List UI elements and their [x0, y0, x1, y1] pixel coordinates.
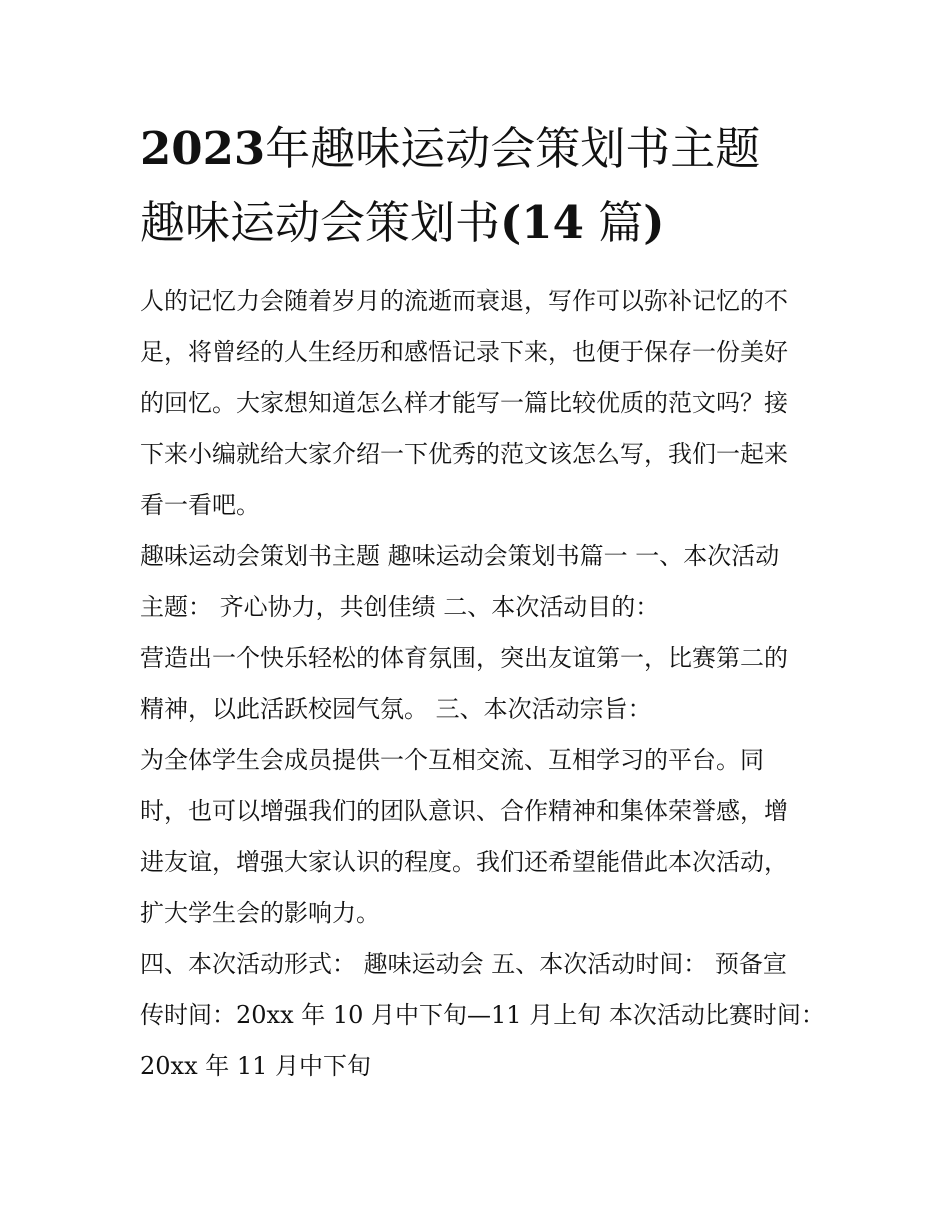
paragraph-line: 扩大学生会的影响力。	[140, 899, 380, 927]
paragraph-aim	[140, 735, 820, 939]
document-body	[140, 276, 825, 1092]
paragraph-line: 为全体学生会成员提供一个互相交流、互相学习的平台。同	[140, 746, 764, 774]
paragraph-purpose	[140, 633, 820, 735]
title-line-1	[140, 112, 820, 186]
paragraph-line: 时，也可以增强我们的团队意识、合作精神和集体荣誉感，增	[140, 797, 788, 825]
title-line-2-text: 趣味运动会策划书	[140, 196, 501, 249]
paragraph-line: 精神，以此活跃校园气氛。 三、本次活动宗旨：	[140, 695, 652, 723]
paragraph-intro	[140, 276, 820, 531]
paragraph-line: 传时间：20xx 年 10 月中下旬—11 月上旬 本次活动比赛时间：	[140, 1001, 825, 1029]
paragraph-line: 进友谊，增强大家认识的程度。我们还希望能借此本次活动，	[140, 848, 788, 876]
title-count-open: (14	[500, 196, 584, 249]
paragraph-line: 看一看吧。	[140, 491, 260, 519]
title-count-unit: 篇	[598, 196, 644, 249]
title-year: 2023	[140, 122, 266, 175]
paragraph-line: 的回忆。大家想知道怎么样才能写一篇比较优质的范文吗？接	[140, 389, 788, 417]
title-line-1-text: 年趣味运动会策划书主题	[265, 122, 761, 175]
paragraph-line: 四、本次活动形式： 趣味运动会 五、本次活动时间： 预备宣	[140, 950, 787, 978]
paragraph-line: 营造出一个快乐轻松的体育氛围，突出友谊第一，比赛第二的	[140, 644, 788, 672]
paragraph-line: 20xx 年 11 月中下旬	[140, 1052, 372, 1080]
document-title	[140, 112, 820, 260]
paragraph-form-time	[140, 939, 825, 1092]
paragraph-line: 人的记忆力会随着岁月的流逝而衰退，写作可以弥补记忆的不	[140, 287, 788, 315]
paragraph-theme	[140, 531, 820, 633]
paragraph-line: 主题： 齐心协力，共创佳绩 二、本次活动目的：	[140, 593, 660, 621]
paragraph-line: 下来小编就给大家介绍一下优秀的范文该怎么写，我们一起来	[140, 440, 788, 468]
paragraph-line: 足，将曾经的人生经历和感悟记录下来，也便于保存一份美好	[140, 338, 788, 366]
title-count-close: )	[643, 196, 665, 249]
title-line-2	[140, 186, 820, 260]
paragraph-line: 趣味运动会策划书主题 趣味运动会策划书篇一 一、本次活动	[140, 542, 780, 570]
